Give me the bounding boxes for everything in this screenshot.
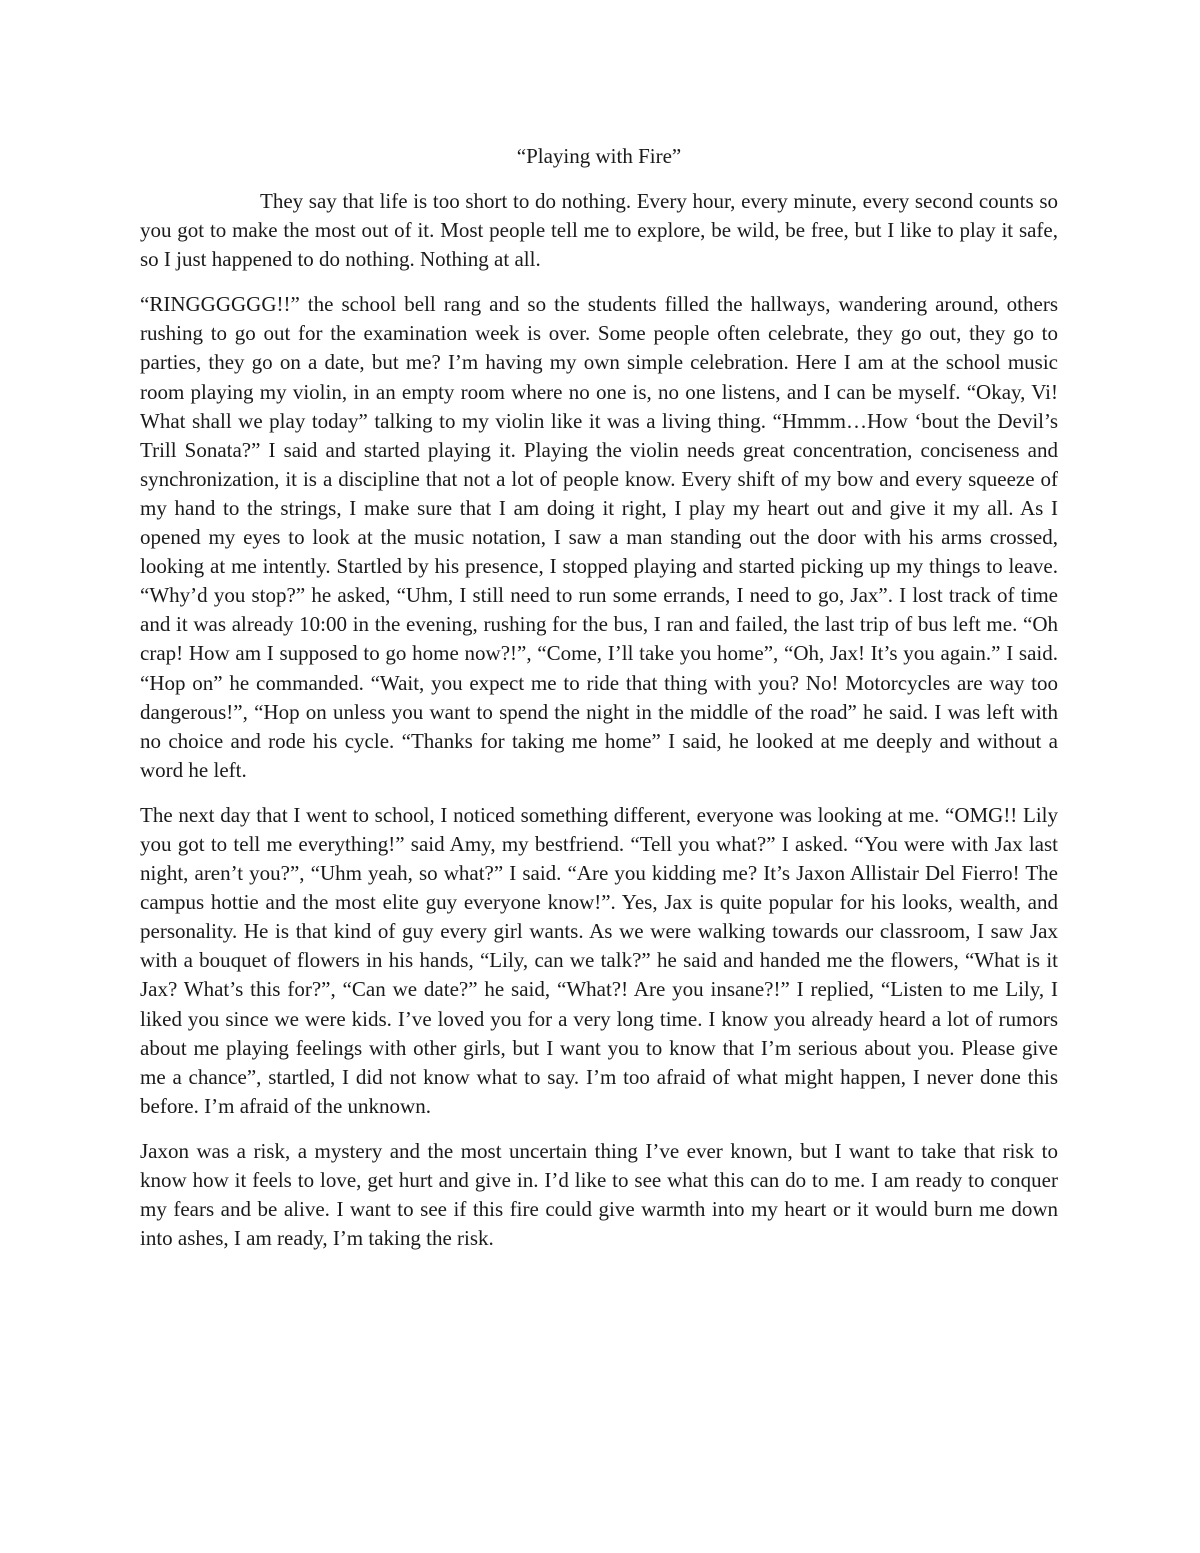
- paragraph-intro: They say that life is too short to do nothing. Every hour, every minute, every second counts so you got to make the most out of it. Most people tell me to explore, be wild, be free, but I like to play it safe, so I just happened to do nothing. Nothing at all.: [140, 189, 1058, 272]
- paragraph-conclusion: Jaxon was a risk, a mystery and the most uncertain thing I’ve ever known, but I want to take that risk to know how it feels to love, get hurt and give in. I’d like to see what this can do to me. I am ready to conquer my fears and be alive. I want to see if this fire could give warmth into my heart or it would burn me down into ashes, I am ready, I’m taking the risk.: [140, 1138, 1058, 1251]
- document-title: “Playing with Fire”: [516, 144, 682, 168]
- paragraph-music-room: “RINGGGGGG!!” the school bell rang and so the students filled the hallways, wandering around, others rushing to go out for the examination week is over. Some people often celebrate, they go out, they go to parties, they go on a date, but me? I’m having my own simple celebration. Here I am at the school music room playing my violin, in an empty room where no one is, no one listens, and I can be myself. “Okay, Vi! What shall we play today” talking to my violin like it was a living thing. “Hmmm…How ‘bout the Devil’s Trill Sonata?” I said and started playing it. Playing the violin needs great concentration, conciseness and synchronization, it is a discipline that not a lot of people know. Every shift of my bow and every squeeze of my hand to the strings, I make sure that I am doing it right, I play my heart out and give it my all. As I opened my eyes to look at the music notation, I saw a man standing out the door with his arms crossed, looking at me intently. Startled by his presence, I stopped playing and started picking up my things to leave. “Why’d you stop?” he asked, “Uhm, I still need to run some errands, I need to go, Jax”. I lost track of time and it was already 10:00 in the evening, rushing for the bus, I ran and failed, the last trip of bus left me. “Oh crap! How am I supposed to go home now?!”, “Come, I’ll take you home”, “Oh, Jax! It’s you again.” I said. “Hop on” he commanded. “Wait, you expect me to ride that thing with you? No! Motorcycles are way too dangerous!”, “Hop on unless you want to spend the night in the middle of the road” he said. I was left with no choice and rode his cycle. “Thanks for taking me home” I said, he looked at me deeply and without a word he left.: [140, 292, 1058, 782]
- paragraph-next-day: The next day that I went to school, I noticed something different, everyone was looking at me. “OMG!! Lily you got to tell me everything!” said Amy, my bestfriend. “Tell you what?” I asked. “You were with Jax last night, aren’t you?”, “Uhm yeah, so what?” I said. “Are you kidding me? It’s Jaxon Allistair Del Fierro! The campus hottie and the most elite guy everyone know!”. Yes, Jax is quite popular for his looks, wealth, and personality. He is that kind of guy every girl wants. As we were walking towards our classroom, I saw Jax with a bouquet of flowers in his hands, “Lily, can we talk?” he said and handed me the flowers, “What is it Jax? What’s this for?”, “Can we date?” he said, “What?! Are you insane?!” I replied, “Listen to me Lily, I liked you since we were kids. I’ve loved you for a very long time. I know you already heard a lot of rumors about me playing feelings with other girls, but I want you to know that I’m serious about you. Please give me a chance”, startled, I did not know what to say. I’m too afraid of what might happen, I never done this before. I’m afraid of the unknown.: [140, 802, 1058, 1118]
- document-body: [140, 142, 1058, 1269]
